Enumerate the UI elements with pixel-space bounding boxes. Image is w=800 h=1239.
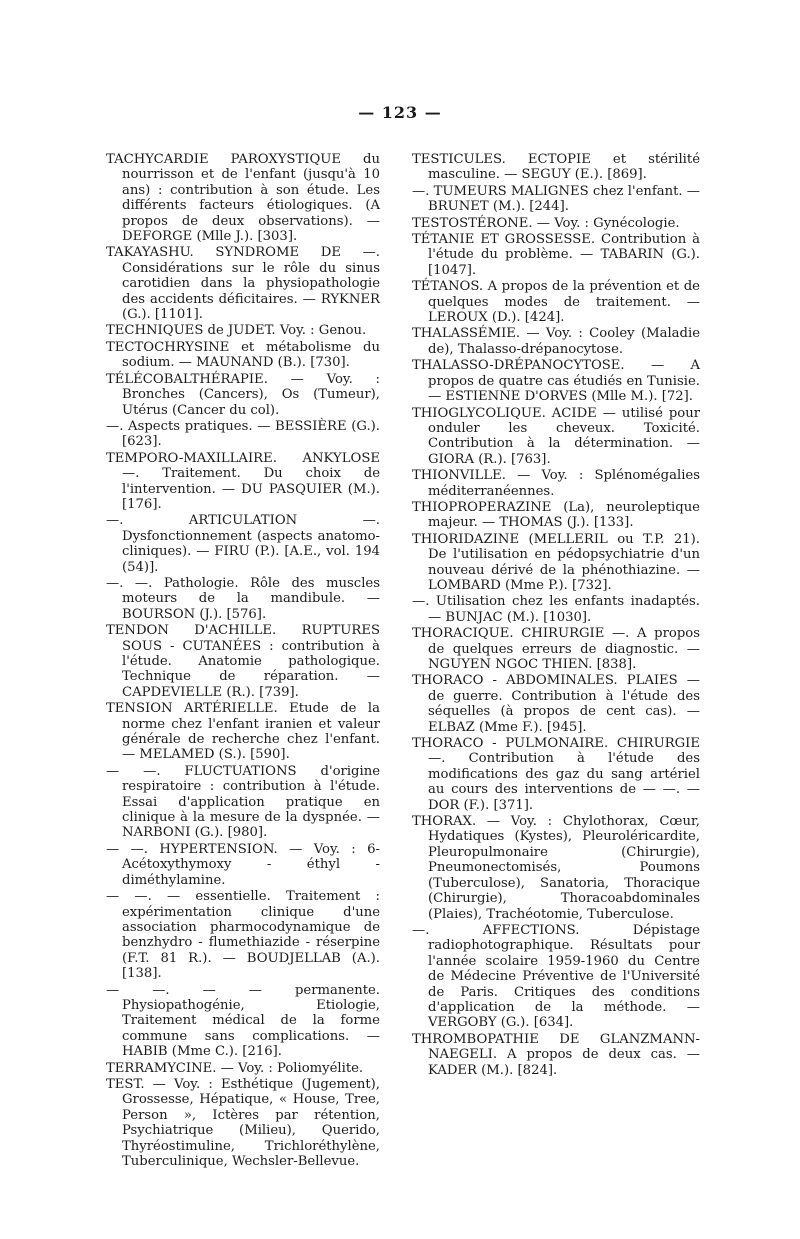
- index-entry: [412, 279, 700, 325]
- index-entry: [412, 406, 700, 468]
- entry-text: TEMPORO-MAXILLAIRE. ANKYLOSE —. Traitement. Du choix de l'intervention. — DU PASQUIER (M.). [176].: [106, 450, 380, 512]
- index-entry: [106, 623, 380, 700]
- index-entry: [412, 184, 700, 215]
- index-entry: [412, 594, 700, 625]
- entry-text: TERRAMYCINE. — Voy. : Poliomyélite.: [106, 1060, 364, 1076]
- index-entry: [412, 216, 700, 231]
- index-entry: [412, 358, 700, 404]
- entry-text: TÉTANOS. A propos de la prévention et de quelques modes de traitement. — LEROUX (D.). [424].: [412, 279, 700, 326]
- entry-text: TÉLÉCOBALTHÉRAPIE. — Voy. : Bronches (Cancers), Os (Tumeur), Utérus (Cancer du col).: [106, 371, 380, 418]
- index-entry: [106, 340, 380, 371]
- index-entry: [412, 468, 700, 499]
- entry-text: THIOGLYCOLIQUE. ACIDE — utilisé pour onduler les cheveux. Toxicité. Contribution à la détermination. — GIORA (R.). [763].: [412, 405, 700, 467]
- index-entry: [106, 323, 380, 338]
- entry-text: THORACIQUE. CHIRURGIE —. A propos de quelques erreurs de diagnostic. — NGUYEN NGOC THIEN. [838].: [412, 626, 700, 672]
- entry-text: TESTOSTÉRONE. — Voy. : Gynécologie.: [412, 215, 680, 231]
- entry-text: —. ARTICULATION —. Dysfonctionnement (aspects anatomo-cliniques). — FIRU (P.). [A.E., vol. 194 (54)].: [106, 513, 380, 575]
- index-entry: [412, 500, 700, 531]
- left-column: [106, 152, 380, 1170]
- entry-text: THIOPROPERAZINE (La), neuroleptique majeur. — THOMAS (J.). [133].: [412, 499, 700, 531]
- entry-text: THORACO - PULMONAIRE. CHIRURGIE —. Contribution à l'étude des modifications des gaz du sang artériel au cours des interventions de — —. — DOR (F.). [371].: [412, 736, 700, 813]
- index-entry: [412, 532, 700, 594]
- entry-text: — —. — — permanente. Physiopathogénie, Etiologie, Traitement médical de la forme commune sans complications. — HABIB (Mme C.). [216].: [106, 982, 380, 1060]
- entry-text: THALASSÉMIE. — Voy. : Cooley (Maladie de), Thalasso-drépanocytose.: [412, 326, 700, 357]
- entry-text: TECHNIQUES de JUDET. Voy. : Genou.: [106, 323, 367, 339]
- entry-text: TÉTANIE ET GROSSESSE. Contribution à l'étude du problème. — TABARIN (G.). [1047].: [412, 232, 700, 278]
- index-entry: [412, 923, 700, 1031]
- entry-text: TECTOCHRYSINE et métabolisme du sodium. — MAUNAND (B.). [730].: [106, 339, 380, 371]
- entry-text: —. Utilisation chez les enfants inadaptés. — BUNJAC (M.). [1030].: [412, 594, 700, 625]
- index-entry: [106, 245, 380, 322]
- entry-text: TESTICULES. ECTOPIE et stérilité masculine. — SEGUY (E.). [869].: [412, 152, 700, 183]
- entry-text: TACHYCARDIE PAROXYSTIQUE du nourrisson et de l'enfant (jusqu'à 10 ans) : contribution à son étude. Les différents facteurs étiologiques. (A propos de deux observations). — DEFORGE (Mlle J.). [303].: [106, 152, 380, 245]
- index-entry: [106, 842, 380, 888]
- entry-text: —. —. Pathologie. Rôle des muscles moteurs de la mandibule. — BOURSON (J.). [576].: [106, 575, 380, 622]
- index-entry: [106, 1061, 380, 1076]
- index-entry: [106, 419, 380, 450]
- index-entry: [412, 814, 700, 922]
- index-entry: [412, 673, 700, 735]
- entry-text: TENDON D'ACHILLE. RUPTURES SOUS - CUTANÉES : contribution à l'étude. Anatomie pathologique. Technique de réparation. — CAPDEVIELLE (R.). [739].: [106, 623, 380, 700]
- entry-text: —. Aspects pratiques. — BESSIÈRE (G.). [623].: [106, 418, 380, 450]
- entry-text: THALASSO-DRÉPANOCYTOSE. — A propos de quatre cas étudiés en Tunisie. — ESTIENNE D'ORVES (Mlle M.). [72].: [412, 358, 700, 405]
- entry-text: TENSION ARTÉRIELLE. Etude de la norme chez l'enfant iranien et valeur générale de recherche chez l'enfant. — MELAMED (S.). [590].: [106, 701, 380, 763]
- entry-text: —. TUMEURS MALIGNES chez l'enfant. — BRUNET (M.). [244].: [412, 183, 700, 215]
- entry-text: — —. HYPERTENSION. — Voy. : 6-Acétoxythymoxy - éthyl - diméthylamine.: [106, 841, 380, 888]
- index-entry: [106, 372, 380, 418]
- index-entry: [106, 152, 380, 244]
- index-entry: [412, 1032, 700, 1078]
- index-entry: [106, 1077, 380, 1169]
- entry-text: — —. — essentielle. Traitement : expérimentation clinique d'une association pharmocodynamique de benzhydro - flumethiazide - réserpine (F.T. 81 R.). — BOUDJELLAB (A.). [138].: [106, 889, 380, 982]
- entry-text: THIONVILLE. — Voy. : Splénomégalies méditerranéennes.: [412, 468, 700, 499]
- index-entry: [412, 232, 700, 278]
- index-entry: [106, 701, 380, 763]
- entry-text: TAKAYASHU. SYNDROME DE —. Considérations sur le rôle du sinus carotidien dans la physiopathologie des accidents déficitaires. — RYKNER (G.). [1101].: [106, 245, 380, 323]
- index-entry: [412, 626, 700, 672]
- entry-text: —. AFFECTIONS. Dépistage radiophotographique. Résultats pour l'année scolaire 1959-1960 du Centre de Médecine Préventive de l'Université de Paris. Critiques des conditions d'application de la méthode. — VERGOBY (G.). [634].: [412, 922, 700, 1031]
- index-entry: [412, 736, 700, 813]
- index-entry: [106, 764, 380, 841]
- index-entry: [412, 326, 700, 357]
- entry-text: THROMBOPATHIE DE GLANZMANN-NAEGELI. A propos de deux cas. — KADER (M.). [824].: [412, 1031, 700, 1078]
- entry-text: THORAX. — Voy. : Chylothorax, Cœur, Hydatiques (Kystes), Pleuroléricardite, Pleuropulmonaire (Chirurgie), Pneumonectomisés, Poumons (Tuberculose), Sanatoria, Thoracique (Chirurgie), Thoracoabdominales (Plaies), Trachéotomie, Tuberculose.: [412, 814, 700, 922]
- page-number: — 123 —: [358, 103, 442, 122]
- index-entry: [106, 983, 380, 1060]
- index-entry: [106, 889, 380, 981]
- index-entry: [106, 576, 380, 622]
- right-column: [412, 152, 700, 1079]
- entry-text: THIORIDAZINE (MELLERIL ou T.P. 21). De l'utilisation en pédopsychiatrie d'un nouveau dérivé de la phénothiazine. — LOMBARD (Mme P.). [732].: [412, 531, 700, 593]
- entry-text: TEST. — Voy. : Esthétique (Jugement), Grossesse, Hépatique, « House, Tree, Person », Ictères par rétention, Psychiatrique (Milieu), Querido, Thyréostimuline, Trichloréthylène, Tuberculinique, Wechsler-Bellevue.: [106, 1076, 380, 1169]
- index-entry: [106, 451, 380, 513]
- index-entry: [106, 513, 380, 575]
- entry-text: THORACO - ABDOMINALES. PLAIES — de guerre. Contribution à l'étude des séquelles (à propos de cent cas). — ELBAZ (Mme F.). [945].: [412, 673, 700, 735]
- entry-text: — —. FLUCTUATIONS d'origine respiratoire : contribution à l'étude. Essai d'application pratique en clinique à la mesure de la dyspnée. — NARBONI (G.). [980].: [106, 763, 380, 841]
- index-entry: [412, 152, 700, 183]
